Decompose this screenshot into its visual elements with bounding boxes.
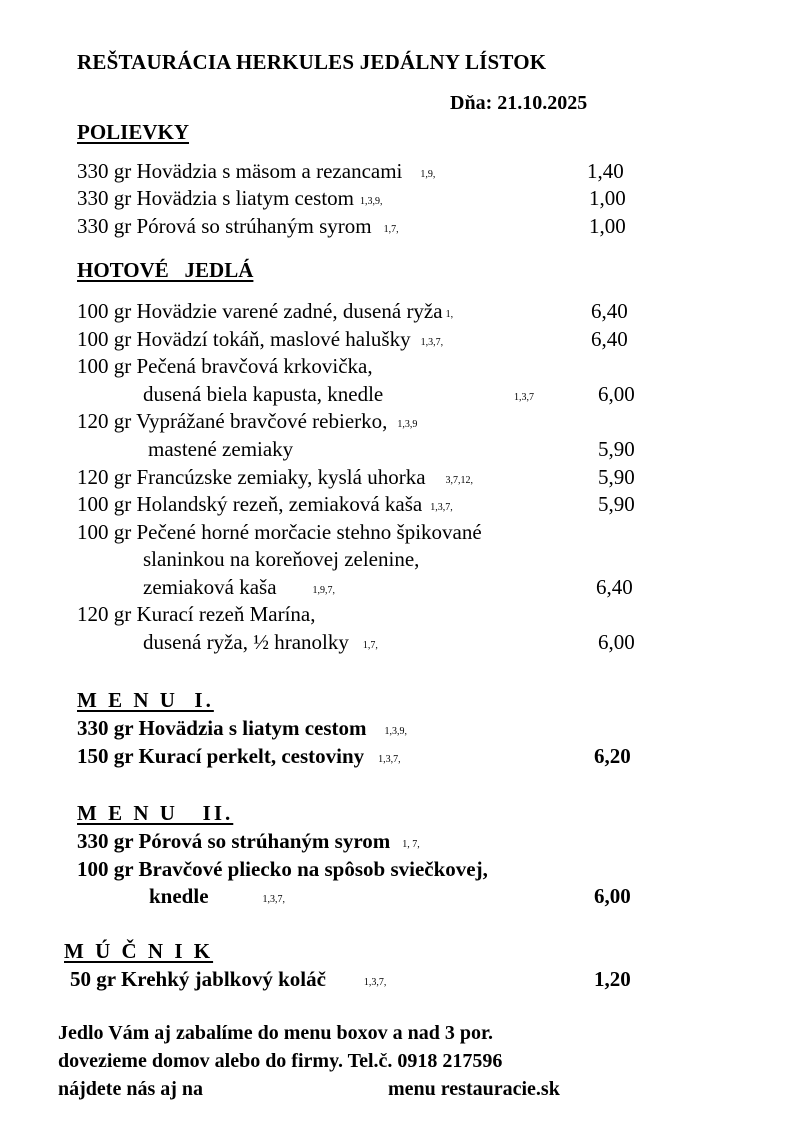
dish-item-price: 6,40: [596, 575, 633, 599]
dish-item-price: 6,40: [591, 299, 628, 323]
dish-item-price: 5,90: [598, 492, 635, 516]
dish-item: [77, 492, 453, 517]
menu-2-line: [149, 884, 285, 909]
dish-item-name: 100 gr Hovädzí tokáň, maslové halušky: [77, 327, 411, 351]
soup-item-price: 1,00: [589, 214, 626, 238]
dish-item: [77, 327, 443, 352]
dish-item-line: slaninkou na koreňovej zelenine,: [143, 547, 420, 571]
soup-item: [77, 214, 399, 239]
dish-item: [143, 575, 335, 600]
dish-item-line: 120 gr Vyprážané bravčové rebierko,: [77, 409, 388, 433]
soup-item-price: 1,00: [589, 186, 626, 210]
allergen-codes: 1,: [445, 309, 454, 320]
soup-item: [77, 186, 383, 211]
section-heading-hotove-jedla: HOTOVÉ JEDLÁ: [77, 258, 254, 282]
menu-date: Dňa: 21.10.2025: [450, 92, 588, 114]
menu-1-main: 150 gr Kurací perkelt, cestoviny: [77, 744, 365, 768]
section-heading-menu-1: M E N U I.: [77, 688, 214, 712]
section-heading-mucnik: M Ú Č N I K: [64, 939, 214, 963]
allergen-codes: 3,7,12,: [445, 475, 474, 486]
dish-item-price: 5,90: [598, 437, 635, 461]
allergen-codes: 1,3,7,: [420, 337, 444, 348]
dish-item-price: 6,00: [598, 630, 635, 654]
allergen-codes: 1,3,7,: [430, 502, 453, 513]
allergen-codes: 1,7,: [383, 224, 399, 235]
soup-item-name: 330 gr Pórová so strúhaným syrom: [77, 214, 372, 238]
allergen-codes: 1,3,7: [514, 392, 534, 403]
menu-1-line: [77, 744, 401, 769]
menu-2-side: knedle: [149, 884, 209, 908]
dish-item: [77, 299, 453, 324]
allergen-codes: 1,3,7,: [262, 894, 286, 905]
soup-item-price: 1,40: [587, 159, 624, 183]
page-title: REŠTAURÁCIA HERKULES JEDÁLNY LÍSTOK: [77, 50, 547, 74]
dessert-item-name: 50 gr Krehký jablkový koláč: [70, 967, 326, 991]
dessert-item-price: 1,20: [594, 967, 631, 991]
menu-1-price: 6,20: [594, 744, 631, 768]
allergen-codes: 1,9,: [420, 169, 436, 180]
allergen-codes: 1,3,7,: [363, 977, 387, 988]
section-heading-polievky: POLIEVKY: [77, 120, 190, 144]
soup-item: [77, 159, 435, 184]
footer-website: menu restauracie.sk: [388, 1078, 560, 1100]
allergen-codes: 1,3,7,: [378, 754, 401, 765]
allergen-codes: 1,3,9,: [384, 726, 407, 737]
dish-item-price: 6,00: [598, 382, 635, 406]
soup-item-name: 330 gr Hovädzia s mäsom a rezancami: [77, 159, 403, 183]
allergen-codes: 1,7,: [362, 640, 378, 651]
footer-line: nájdete nás aj na: [58, 1078, 204, 1100]
dish-item-line: 100 gr Pečená bravčová krkovička,: [77, 354, 373, 378]
menu-2-price: 6,00: [594, 884, 631, 908]
dish-item: [77, 409, 417, 434]
footer-line: Jedlo Vám aj zabalíme do menu boxov a nad 3 por.: [58, 1022, 494, 1044]
dish-item: [143, 630, 378, 655]
menu-1-line: [77, 716, 407, 741]
dish-item-line: 120 gr Kurací rezeň Marína,: [77, 602, 316, 626]
allergen-codes: 1,3,9: [397, 419, 418, 430]
dish-item-name: 100 gr Hovädzie varené zadné, dusená ryža: [77, 299, 443, 323]
dish-item-name: 100 gr Holandský rezeň, zemiaková kaša: [77, 492, 423, 516]
allergen-codes: 1,9,7,: [312, 585, 336, 596]
menu-2-line: 100 gr Bravčové pliecko na spôsob sviečkovej,: [77, 857, 488, 881]
dish-item-line: dusená ryža, ½ hranolky: [143, 630, 349, 654]
menu-1-soup: 330 gr Hovädzia s liatym cestom: [77, 716, 367, 740]
dish-item-line: zemiaková kaša: [143, 575, 277, 599]
section-heading-menu-2: M E N U II.: [77, 801, 234, 825]
soup-item-name: 330 gr Hovädzia s liatym cestom: [77, 186, 355, 210]
dish-item-line: 100 gr Pečené horné morčacie stehno špikované: [77, 520, 482, 544]
dessert-item: [70, 967, 386, 992]
footer-line: dovezieme domov alebo do firmy. Tel.č. 0918 217596: [58, 1050, 503, 1072]
dish-item-line: mastené zemiaky: [148, 437, 294, 461]
dish-item-price: 6,40: [591, 327, 628, 351]
menu-2-line: [77, 829, 420, 854]
allergen-codes: 1, 7,: [402, 839, 420, 850]
allergen-codes: 1,3,9,: [360, 196, 383, 207]
dish-item-line: dusená biela kapusta, knedle: [143, 382, 384, 406]
dish-item-price: 5,90: [598, 465, 635, 489]
dish-item-name: 120 gr Francúzske zemiaky, kyslá uhorka: [77, 465, 426, 489]
dish-item: [77, 465, 473, 490]
menu-2-soup: 330 gr Pórová so strúhaným syrom: [77, 829, 391, 853]
